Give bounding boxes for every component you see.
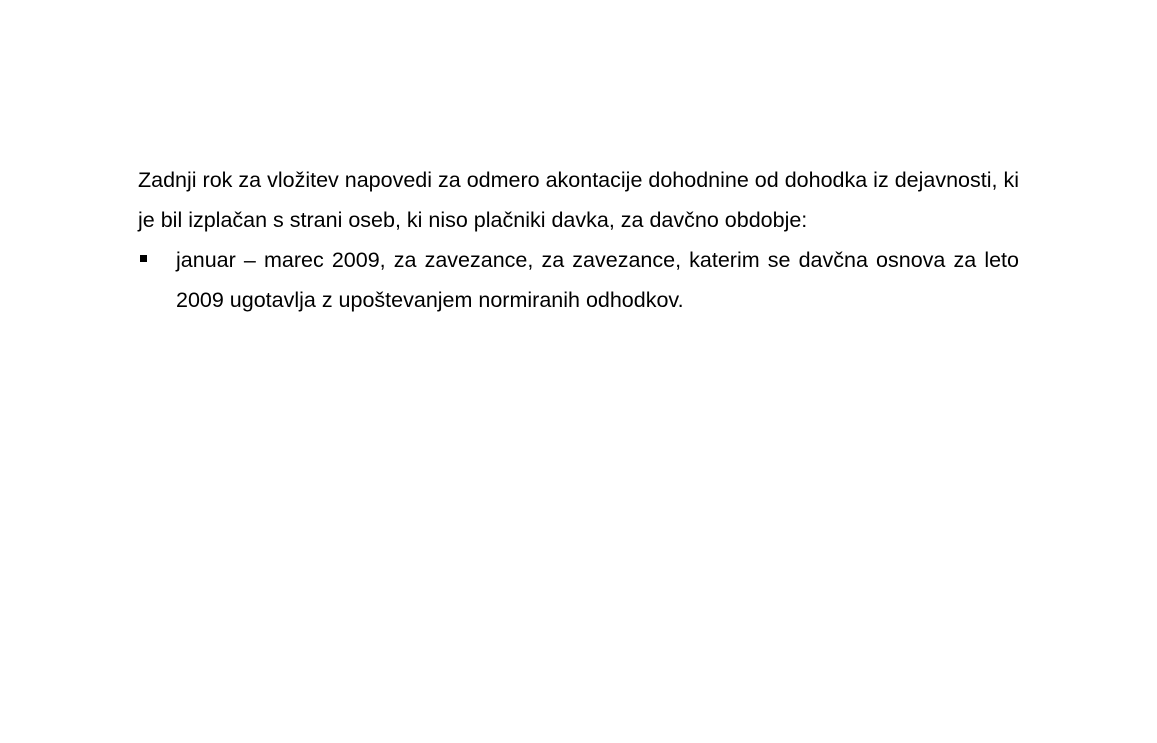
list-item-text: januar – marec 2009, za zavezance, za zavezance, katerim se davčna osnova za leto 2009 ugotavlja z upoštevanjem normiranih odhodkov. [176,248,1019,312]
square-bullet-icon [140,255,147,262]
intro-paragraph: Zadnji rok za vložitev napovedi za odmero akontacije dohodnine od dohodka iz dejavnosti, ki je bil izplačan s strani oseb, ki niso plačniki davka, za davčno obdobje: [138,168,1019,232]
list-item [138,240,1019,320]
document-body [138,160,1019,320]
bullet-list [138,240,1019,320]
